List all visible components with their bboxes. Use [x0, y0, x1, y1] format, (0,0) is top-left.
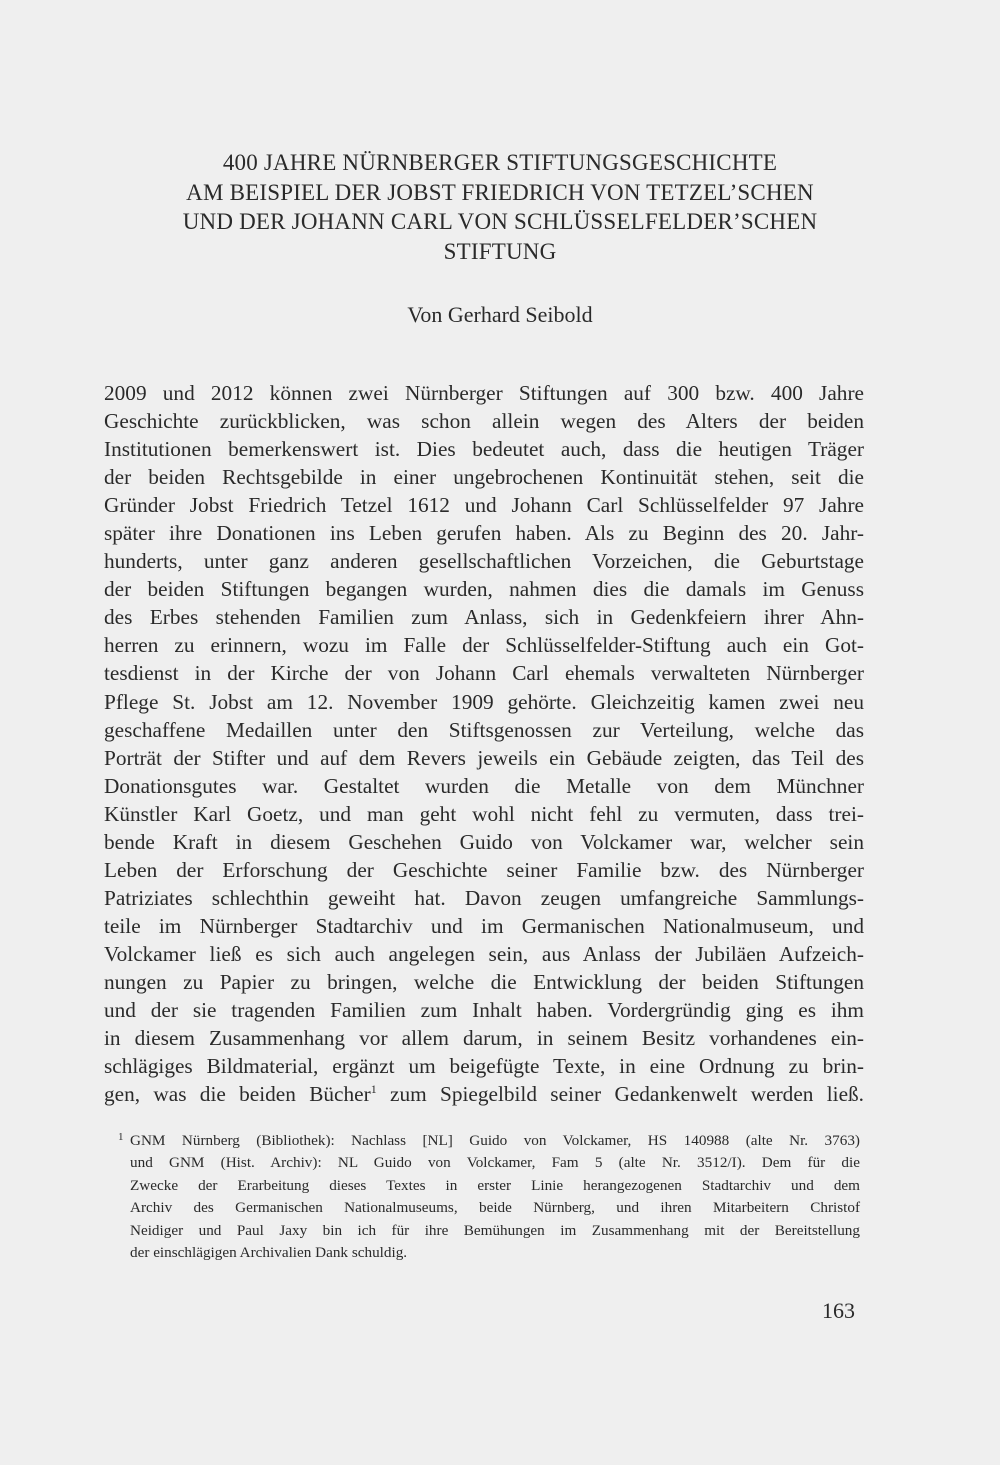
body-line: 2009 und 2012 können zwei Nürnberger Stiftungen auf 300 bzw. 400 Jahre: [104, 381, 864, 405]
body-line: der beiden Stiftungen begangen wurden, nahmen dies die damals im Genuss: [104, 577, 864, 602]
footnote-line: und GNM (Hist. Archiv): NL Guido von Volckamer, Fam 5 (alte Nr. 3512/I). Dem für die: [130, 1154, 860, 1172]
body-paragraph: [104, 379, 864, 1108]
body-line: teile im Nürnberger Stadtarchiv und im Germanischen Nationalmuseum, und: [104, 913, 864, 938]
body-line: Porträt der Stifter und auf dem Revers jeweils ein Gebäude zeigten, das Teil des: [104, 745, 864, 770]
footnote-line: GNM Nürnberg (Bibliothek): Nachlass [NL] Guido von Volckamer, HS 140988 (alte Nr. 3763): [130, 1132, 860, 1149]
footnote-line: Neidiger und Paul Jaxy bin ich für ihre Bemühungen im Zusammenhang mit der Bereitstellung: [130, 1221, 860, 1239]
footnote-line: der einschlägigen Archivalien Dank schuldig.: [130, 1244, 408, 1262]
body-line: Leben der Erforschung der Geschichte seiner Familie bzw. des Nürnberger: [104, 857, 864, 882]
body-line: Volckamer ließ es sich auch angelegen sein, aus Anlass der Jubiläen Aufzeich-: [104, 941, 864, 966]
body-line: geschaffene Medaillen unter den Stiftsgenossen zur Verteilung, welche das: [104, 717, 864, 742]
title-line: 400 JAHRE NÜRNBERGER STIFTUNGSGESCHICHTE: [222, 150, 778, 175]
author-byline: Von Gerhard Seibold: [407, 302, 593, 327]
footnote-line: Archiv des Germanischen Nationalmuseums, beide Nürnberg, und ihren Mitarbeitern Christof: [130, 1199, 860, 1217]
body-line: Pflege St. Jobst am 12. November 1909 gehörte. Gleichzeitig kamen zwei neu: [104, 689, 864, 714]
body-line: Patriziates schlechthin geweiht hat. Davon zeugen umfangreiche Sammlungs-: [104, 885, 864, 910]
body-line: in diesem Zusammenhang vor allem darum, in seinem Besitz vorhandenes ein-: [104, 1026, 864, 1051]
title-line: STIFTUNG: [443, 238, 557, 264]
body-line: herren zu erinnern, wozu im Falle der Schlüsselfelder-Stiftung auch ein Got-: [104, 633, 864, 658]
body-line: nungen zu Papier zu bringen, welche die Entwicklung der beiden Stiftungen: [104, 969, 864, 994]
body-line: hunderts, unter ganz anderen gesellschaftlichen Vorzeichen, die Geburtstage: [104, 549, 864, 574]
body-line: Geschichte zurückblicken, was schon allein wegen des Alters der beiden: [104, 409, 864, 434]
body-line: Gründer Jobst Friedrich Tetzel 1612 und Johann Carl Schlüsselfelder 97 Jahre: [104, 493, 864, 518]
body-line: der beiden Rechtsgebilde in einer ungebrochenen Kontinuität stehen, seit die: [104, 465, 864, 490]
body-line: bende Kraft in diesem Geschehen Guido von Volckamer war, welcher sein: [104, 829, 864, 854]
body-line: Donationsgutes war. Gestaltet wurden die Metalle von dem Münchner: [104, 773, 864, 798]
page-number: 163: [822, 1298, 855, 1323]
body-line-last-end: zum Spiegelbild seiner Gedankenwelt werden ließ.: [376, 1082, 864, 1107]
body-line: Institutionen bemerkenswert ist. Dies bedeutet auch, dass die heutigen Träger: [104, 437, 864, 462]
title-line: AM BEISPIEL DER JOBST FRIEDRICH VON TETZEL’SCHEN: [186, 179, 814, 205]
body-line-last: [104, 1080, 864, 1108]
body-line: und der sie tragenden Familien zum Inhalt haben. Vordergründig ging es ihm: [104, 998, 864, 1023]
title-line: UND DER JOHANN CARL VON SCHLÜSSELFELDER’SCHEN: [182, 209, 818, 234]
body-line: schlägiges Bildmaterial, ergänzt um beigefügte Texte, in eine Ordnung zu brin-: [104, 1054, 864, 1079]
body-line-last-start: gen, was die beiden Bücher: [104, 1082, 371, 1107]
body-line: später ihre Donationen ins Leben gerufen haben. Als zu Beginn des 20. Jahr-: [104, 521, 864, 546]
body-line: tesdienst in der Kirche der von Johann Carl ehemals verwalteten Nürnberger: [104, 661, 864, 686]
body-line: des Erbes stehenden Familien zum Anlass, sich in Gedenkfeiern ihrer Ahn-: [104, 605, 864, 630]
footnote-marker: 1: [118, 1131, 124, 1143]
footnote-text: [130, 1130, 860, 1264]
footnote-reference[interactable]: 1: [370, 1082, 377, 1097]
article-title: [100, 148, 900, 266]
footnote-line: Zwecke der Erarbeitung dieses Textes in erster Linie herangezogenen Stadtarchiv und dem: [130, 1176, 860, 1194]
body-line: Künstler Karl Goetz, und man geht wohl nicht fehl zu vermuten, dass trei-: [104, 801, 864, 826]
